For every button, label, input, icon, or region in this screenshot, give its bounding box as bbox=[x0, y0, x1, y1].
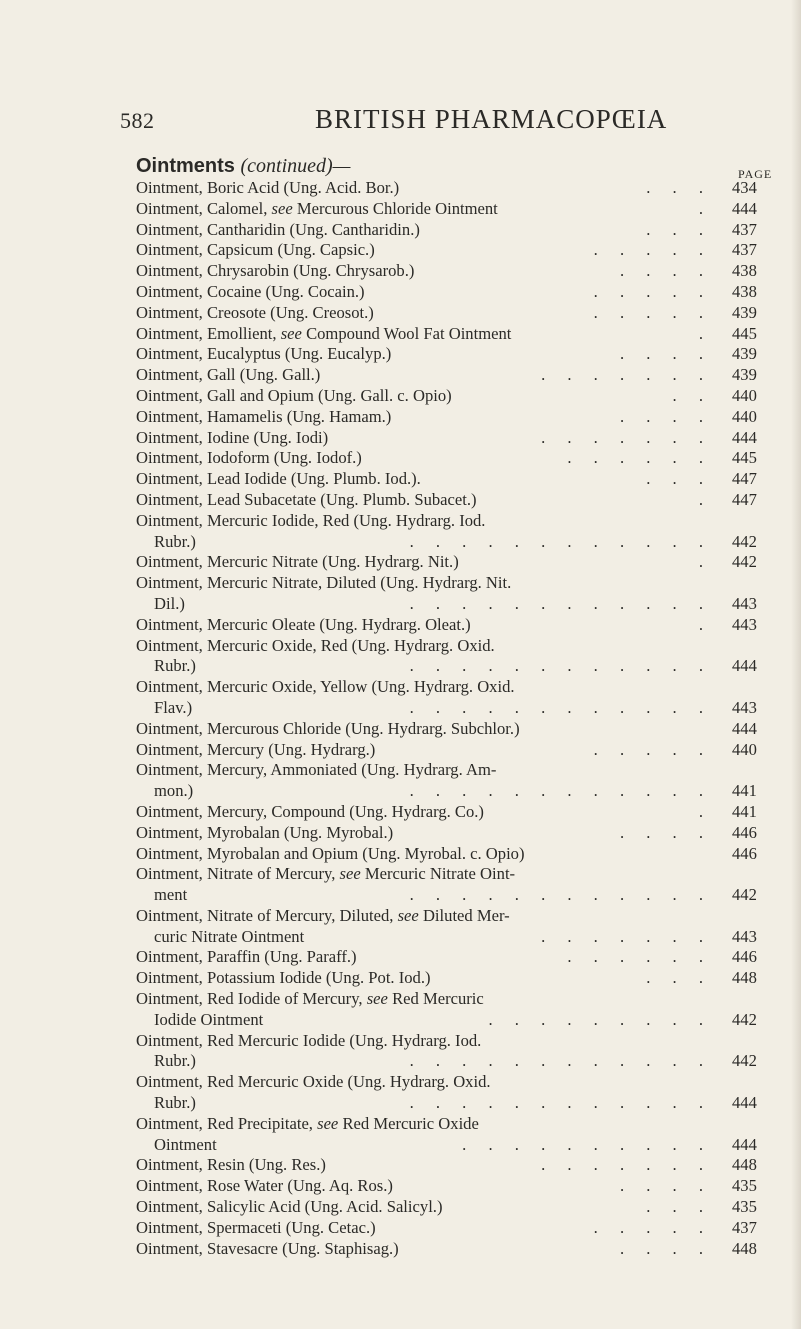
index-entry bbox=[136, 864, 776, 906]
entry-text: ment bbox=[154, 885, 188, 905]
leader-dots: . . . . . . . bbox=[541, 1155, 712, 1175]
entry-line bbox=[136, 365, 776, 386]
entry-text: Ointment, Boric Acid (Ung. Acid. Bor.) bbox=[136, 178, 400, 197]
index-entry bbox=[136, 573, 776, 615]
index-entry bbox=[136, 240, 776, 261]
index-entry bbox=[136, 490, 776, 511]
entry-text: Ointment, Spermaceti (Ung. Cetac.) bbox=[136, 1217, 376, 1237]
leader-dots: . . . . . . . . . . . . bbox=[409, 656, 712, 676]
entry-line bbox=[136, 469, 776, 490]
index-entry bbox=[136, 906, 776, 948]
leader-dots: . . . . . . . . . . bbox=[462, 1134, 712, 1154]
leader-dots: . . . . . bbox=[593, 281, 712, 301]
entry-page-number: 438 bbox=[732, 281, 757, 301]
leader-dots: . . . . . . . . . . . . bbox=[409, 885, 712, 905]
index-entry bbox=[136, 1176, 776, 1197]
entry-line bbox=[136, 989, 776, 1010]
entry-line bbox=[136, 968, 776, 989]
entry-text: Ointment, Cocaine (Ung. Cocain.) bbox=[136, 281, 365, 301]
index-entry bbox=[136, 303, 776, 324]
entry-page-number: 443 bbox=[732, 614, 757, 634]
entry-line bbox=[136, 324, 776, 345]
entry-line bbox=[136, 552, 776, 573]
section-heading bbox=[136, 155, 350, 178]
index-entry bbox=[136, 989, 776, 1031]
entry-page-number: 440 bbox=[732, 739, 757, 759]
index-entry bbox=[136, 1197, 776, 1218]
entry-text: Ointment, Hamamelis (Ung. Hamam.) bbox=[136, 406, 392, 426]
leader-dots: . . . . bbox=[619, 822, 712, 842]
entry-page-number: 446 bbox=[732, 822, 757, 842]
index-entry bbox=[136, 802, 776, 823]
leader-dots: . . . bbox=[646, 178, 712, 197]
entry-page-number: 441 bbox=[732, 781, 757, 801]
entry-page-number: 437 bbox=[732, 240, 757, 260]
entry-line bbox=[136, 885, 776, 906]
section-continued: (continued)— bbox=[240, 155, 351, 177]
entry-text: Rubr.) bbox=[154, 656, 196, 676]
index-entry bbox=[136, 740, 776, 761]
entry-line bbox=[136, 781, 776, 802]
index-entry bbox=[136, 469, 776, 490]
entry-text: Ointment bbox=[154, 1134, 217, 1154]
entry-line bbox=[136, 261, 776, 282]
entry-page-number: 443 bbox=[732, 926, 757, 946]
entry-page-number: 437 bbox=[732, 1217, 757, 1237]
leader-dots: . . . . bbox=[619, 1176, 712, 1196]
entry-line bbox=[136, 1135, 776, 1156]
index-entry bbox=[136, 199, 776, 220]
index-entry bbox=[136, 1218, 776, 1239]
entry-text: Rubr.) bbox=[154, 531, 196, 551]
entry-page-number: 447 bbox=[732, 489, 757, 509]
entry-line bbox=[136, 428, 776, 449]
page-edge-shadow bbox=[791, 0, 801, 1329]
entry-line bbox=[136, 220, 776, 241]
leader-dots: . . . . . . bbox=[567, 448, 712, 468]
entry-line bbox=[136, 511, 776, 532]
index-entry bbox=[136, 428, 776, 449]
index-entry bbox=[136, 1155, 776, 1176]
index-entry bbox=[136, 178, 776, 199]
leader-dots: . . bbox=[672, 385, 712, 405]
index-entry bbox=[136, 719, 776, 740]
entry-text: Ointment, Mercuric Nitrate, Diluted (Ung. Hydrarg. Nit. bbox=[136, 573, 512, 593]
entry-line bbox=[136, 1051, 776, 1072]
entry-line bbox=[136, 740, 776, 761]
entry-line bbox=[136, 407, 776, 428]
entry-line bbox=[136, 719, 776, 740]
entry-page-number: 440 bbox=[732, 385, 757, 405]
entry-text: Ointment, Mercury, Ammoniated (Ung. Hydrarg. Am- bbox=[136, 760, 497, 780]
entry-line bbox=[136, 1155, 776, 1176]
index-entry bbox=[136, 823, 776, 844]
entry-line bbox=[136, 844, 776, 865]
leader-dots: . . . . bbox=[619, 344, 712, 364]
running-title: BRITISH PHARMACOPŒIA bbox=[315, 104, 668, 134]
entry-line bbox=[136, 802, 776, 823]
entry-text: Ointment, Red Iodide of Mercury, see Red Mercuric bbox=[136, 989, 484, 1009]
entry-text: Ointment, Mercuric Oxide, Yellow (Ung. Hydrarg. Oxid. bbox=[136, 677, 515, 697]
entry-page-number: 445 bbox=[732, 323, 757, 343]
entry-page-number: 442 bbox=[732, 885, 757, 905]
leader-dots: . . . . . bbox=[593, 240, 712, 260]
entry-text: Ointment, Red Mercuric Iodide (Ung. Hydrarg. Iod. bbox=[136, 1030, 482, 1050]
page-number: 582 bbox=[120, 108, 155, 133]
index-entry bbox=[136, 968, 776, 989]
leader-dots: . . . . . bbox=[593, 302, 712, 322]
entry-line bbox=[136, 656, 776, 677]
entry-text: Ointment, Myrobalan (Ung. Myrobal.) bbox=[136, 822, 394, 842]
entry-line bbox=[136, 594, 776, 615]
entry-page-number: 437 bbox=[732, 219, 757, 239]
entry-text: Ointment, Myrobalan and Opium (Ung. Myrobal. c. Opio) bbox=[136, 843, 525, 863]
entry-page-number: 446 bbox=[732, 843, 757, 863]
index-entry bbox=[136, 844, 776, 865]
entry-text: Ointment, Gall and Opium (Ung. Gall. c. Opio) bbox=[136, 385, 452, 405]
entry-line bbox=[136, 1197, 776, 1218]
entry-line bbox=[136, 1239, 776, 1260]
entry-text: Ointment, Mercurous Chloride (Ung. Hydrarg. Subchlor.) bbox=[136, 718, 520, 738]
leader-dots: . . . . . . . bbox=[541, 926, 712, 946]
index-entry bbox=[136, 324, 776, 345]
entry-text: Ointment, Salicylic Acid (Ung. Acid. Salicyl.) bbox=[136, 1197, 443, 1217]
leader-dots: . . . . . . . . . . . . bbox=[409, 593, 712, 613]
entry-line bbox=[136, 927, 776, 948]
entry-text: Rubr.) bbox=[154, 1051, 196, 1071]
leader-dots: . bbox=[698, 801, 712, 821]
leader-dots: . . . . . bbox=[593, 739, 712, 759]
leader-dots: . . . bbox=[646, 219, 712, 239]
entry-line bbox=[136, 760, 776, 781]
index-entry bbox=[136, 511, 776, 553]
entry-line bbox=[136, 906, 776, 927]
leader-dots: . . . . . . . . . . . . bbox=[409, 531, 712, 551]
entry-text: Ointment, Stavesacre (Ung. Staphisag.) bbox=[136, 1238, 399, 1258]
entry-page-number: 444 bbox=[732, 198, 757, 218]
entry-page-number: 446 bbox=[732, 947, 757, 967]
entry-text: Ointment, Iodine (Ung. Iodi) bbox=[136, 427, 329, 447]
entry-text: Ointment, Paraffin (Ung. Paraff.) bbox=[136, 947, 357, 967]
entry-line bbox=[136, 636, 776, 657]
entry-page-number: 444 bbox=[732, 1093, 757, 1113]
leader-dots: . bbox=[698, 489, 712, 509]
leader-dots: . . . . . . . . . . . . bbox=[409, 1093, 712, 1113]
entry-page-number: 440 bbox=[732, 406, 757, 426]
entry-text: Ointment, Resin (Ung. Res.) bbox=[136, 1155, 326, 1175]
index-entry bbox=[136, 344, 776, 365]
entry-page-number: 445 bbox=[732, 448, 757, 468]
entry-line bbox=[136, 1093, 776, 1114]
entry-page-number: 442 bbox=[732, 552, 757, 572]
entry-text: Ointment, Mercury (Ung. Hydrarg.) bbox=[136, 739, 376, 759]
entry-page-number: 448 bbox=[732, 1238, 757, 1258]
entry-page-number: 435 bbox=[732, 1197, 757, 1217]
entry-line bbox=[136, 1114, 776, 1135]
entry-line bbox=[136, 1218, 776, 1239]
entry-text: Flav.) bbox=[154, 697, 193, 717]
leader-dots: . . . . . . . . . bbox=[488, 1009, 712, 1029]
index-entry bbox=[136, 448, 776, 469]
entry-line bbox=[136, 677, 776, 698]
index-entry bbox=[136, 760, 776, 802]
entry-line bbox=[136, 199, 776, 220]
index-entry bbox=[136, 365, 776, 386]
index-entry bbox=[136, 1031, 776, 1073]
leader-dots: . . . . . . . bbox=[541, 365, 712, 385]
entry-page-number: 444 bbox=[732, 427, 757, 447]
entry-page-number: 444 bbox=[732, 656, 757, 676]
leader-dots: . . . . . . bbox=[567, 947, 712, 967]
entry-page-number: 447 bbox=[732, 469, 757, 489]
entry-text: Ointment, Chrysarobin (Ung. Chrysarob.) bbox=[136, 261, 415, 281]
entry-line bbox=[136, 532, 776, 553]
leader-dots: . . . bbox=[646, 968, 712, 988]
entry-page-number: 443 bbox=[732, 593, 757, 613]
index-entry bbox=[136, 552, 776, 573]
entry-line bbox=[136, 947, 776, 968]
leader-dots: . . . . bbox=[619, 1238, 712, 1258]
index-entry bbox=[136, 677, 776, 719]
entry-page-number: 438 bbox=[732, 261, 757, 281]
entry-page-number: 442 bbox=[732, 531, 757, 551]
entry-page-number: 444 bbox=[732, 1134, 757, 1154]
entry-text: Rubr.) bbox=[154, 1093, 196, 1113]
entry-text: Ointment, Nitrate of Mercury, see Mercuric Nitrate Oint- bbox=[136, 864, 516, 884]
index-entry bbox=[136, 261, 776, 282]
index-entry bbox=[136, 282, 776, 303]
entry-text: Ointment, Mercuric Oxide, Red (Ung. Hydrarg. Oxid. bbox=[136, 635, 495, 655]
index-entry bbox=[136, 407, 776, 428]
page-header bbox=[0, 104, 801, 144]
entry-text: Ointment, Mercuric Iodide, Red (Ung. Hydrarg. Iod. bbox=[136, 510, 486, 530]
index-entry bbox=[136, 386, 776, 407]
leader-dots: . bbox=[698, 614, 712, 634]
entry-page-number: 434 bbox=[732, 178, 757, 197]
leader-dots: . . . . . . . bbox=[541, 427, 712, 447]
leader-dots: . bbox=[698, 552, 712, 572]
section-title: Ointments bbox=[136, 155, 235, 177]
entry-text: Ointment, Red Precipitate, see Red Mercuric Oxide bbox=[136, 1113, 479, 1133]
entry-text: Dil.) bbox=[154, 593, 185, 613]
leader-dots: . . . bbox=[646, 469, 712, 489]
entry-line bbox=[136, 823, 776, 844]
leader-dots: . bbox=[698, 323, 712, 343]
entry-page-number: 444 bbox=[732, 718, 757, 738]
entry-line bbox=[136, 1176, 776, 1197]
entry-text: Ointment, Eucalyptus (Ung. Eucalyp.) bbox=[136, 344, 392, 364]
index-entry bbox=[136, 1239, 776, 1260]
entry-text: Ointment, Mercuric Oleate (Ung. Hydrarg. Oleat.) bbox=[136, 614, 471, 634]
leader-dots: . . . bbox=[646, 1197, 712, 1217]
entry-text: Ointment, Lead Subacetate (Ung. Plumb. Subacet.) bbox=[136, 489, 477, 509]
index-entry bbox=[136, 1114, 776, 1156]
entry-line bbox=[136, 282, 776, 303]
entry-line bbox=[136, 1010, 776, 1031]
entry-page-number: 448 bbox=[732, 1155, 757, 1175]
entry-line bbox=[136, 178, 776, 199]
entry-line bbox=[136, 344, 776, 365]
entry-line bbox=[136, 698, 776, 719]
entry-page-number: 435 bbox=[732, 1176, 757, 1196]
leader-dots: . . . . . . . . . . . . bbox=[409, 697, 712, 717]
entry-text: Ointment, Gall (Ung. Gall.) bbox=[136, 365, 321, 385]
leader-dots: . . . . bbox=[619, 261, 712, 281]
entry-text: Ointment, Emollient, see Compound Wool Fat Ointment bbox=[136, 323, 512, 343]
index-entry bbox=[136, 615, 776, 636]
entry-page-number: 439 bbox=[732, 344, 757, 364]
entry-text: Ointment, Calomel, see Mercurous Chloride Ointment bbox=[136, 198, 498, 218]
entry-line bbox=[136, 1031, 776, 1052]
leader-dots: . . . . . . . . . . . . bbox=[409, 1051, 712, 1071]
index-entries bbox=[136, 178, 776, 1259]
entry-line bbox=[136, 240, 776, 261]
entry-text: Ointment, Lead Iodide (Ung. Plumb. Iod.). bbox=[136, 469, 421, 489]
leader-dots: . . . . . bbox=[593, 1217, 712, 1237]
entry-line bbox=[136, 864, 776, 885]
entry-page-number: 442 bbox=[732, 1009, 757, 1029]
entry-line bbox=[136, 303, 776, 324]
entry-text: Ointment, Potassium Iodide (Ung. Pot. Iod.) bbox=[136, 968, 431, 988]
entry-page-number: 448 bbox=[732, 968, 757, 988]
entry-line bbox=[136, 573, 776, 594]
entry-line bbox=[136, 1072, 776, 1093]
entry-line bbox=[136, 490, 776, 511]
entry-page-number: 439 bbox=[732, 365, 757, 385]
entry-text: Ointment, Mercury, Compound (Ung. Hydrarg. Co.) bbox=[136, 801, 484, 821]
page-column-label: PAGE bbox=[738, 167, 773, 181]
entry-text: Ointment, Creosote (Ung. Creosot.) bbox=[136, 302, 374, 322]
entry-text: Ointment, Mercuric Nitrate (Ung. Hydrarg. Nit.) bbox=[136, 552, 459, 572]
leader-dots: . . . . . . . . . . . . bbox=[409, 781, 712, 801]
entry-page-number: 443 bbox=[732, 697, 757, 717]
entry-line bbox=[136, 615, 776, 636]
entry-text: Ointment, Cantharidin (Ung. Cantharidin.) bbox=[136, 219, 420, 239]
entry-text: Iodide Ointment bbox=[154, 1009, 264, 1029]
entry-page-number: 439 bbox=[732, 302, 757, 322]
index-entry bbox=[136, 1072, 776, 1114]
entry-line bbox=[136, 386, 776, 407]
entry-text: Ointment, Red Mercuric Oxide (Ung. Hydrarg. Oxid. bbox=[136, 1072, 491, 1092]
leader-dots: . . . . bbox=[619, 406, 712, 426]
leader-dots: . bbox=[698, 198, 712, 218]
entry-page-number: 441 bbox=[732, 801, 757, 821]
index-entry bbox=[136, 947, 776, 968]
index-entry bbox=[136, 636, 776, 678]
entry-text: Ointment, Nitrate of Mercury, Diluted, see Diluted Mer- bbox=[136, 905, 510, 925]
index-entry bbox=[136, 220, 776, 241]
entry-line bbox=[136, 448, 776, 469]
entry-text: mon.) bbox=[154, 781, 194, 801]
entry-text: Ointment, Rose Water (Ung. Aq. Ros.) bbox=[136, 1176, 393, 1196]
entry-text: Ointment, Capsicum (Ung. Capsic.) bbox=[136, 240, 375, 260]
entry-text: curic Nitrate Ointment bbox=[154, 926, 305, 946]
entry-text: Ointment, Iodoform (Ung. Iodof.) bbox=[136, 448, 362, 468]
entry-page-number: 442 bbox=[732, 1051, 757, 1071]
